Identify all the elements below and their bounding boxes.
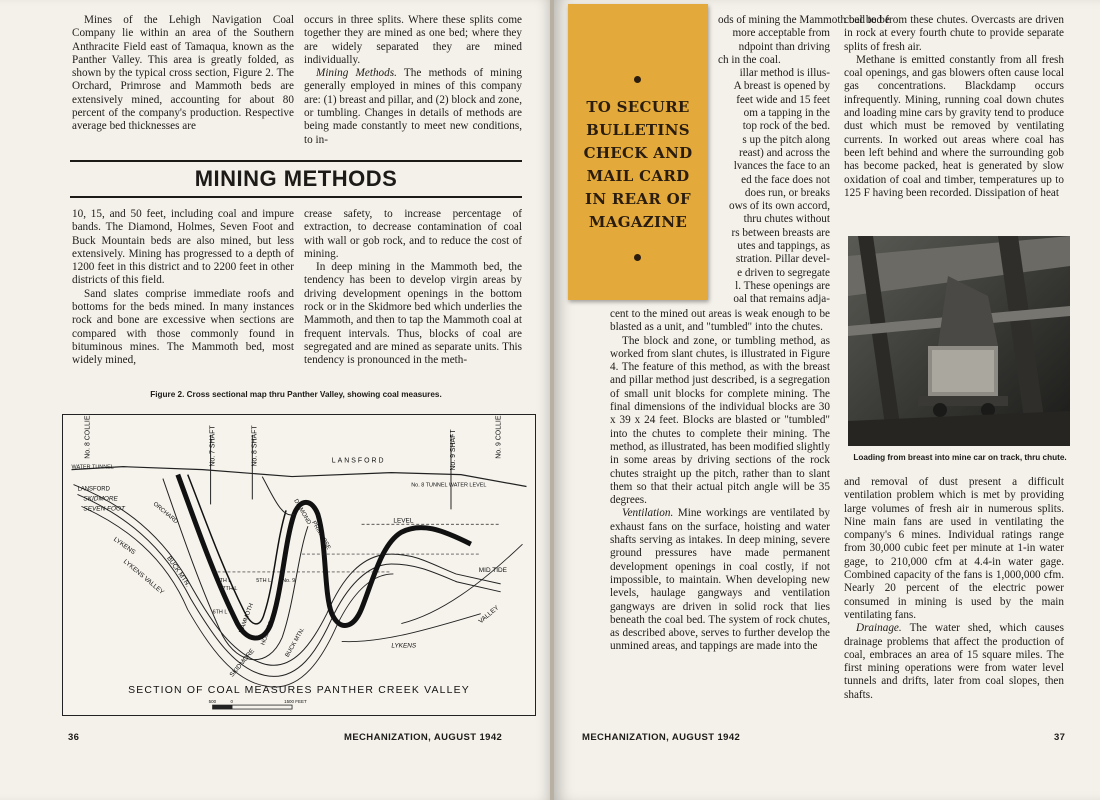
text-line: ed the face does not — [741, 173, 830, 186]
scale-label-left: 500 — [208, 699, 217, 705]
card-dot-icon — [634, 254, 641, 261]
label-water-tunnel: WATER TUNNEL — [71, 464, 114, 471]
card-line: IN REAR OF — [585, 190, 691, 208]
label-6th-l-b: 6TH L — [212, 609, 228, 616]
card-line: CHECK AND — [583, 144, 693, 162]
paragraph: occurs in three splits. Where these splits come together they are mined as one bed; where they are widely separated they are mined individually. — [304, 14, 522, 66]
paragraph — [610, 507, 830, 653]
label-5th-l: 5TH L — [256, 577, 272, 584]
text-line: lvances the face to an — [733, 160, 830, 173]
paragraph-text: The water shed, which causes drainage problems that affect the production of coal, embraces an area of 15 square miles. The first mining operations were from water level tunnels and drifts, later from coal slopes, then shafts. — [844, 622, 1064, 701]
text-line: ods of mining the Mammoth bed to be — [718, 14, 890, 26]
card-dot-icon — [634, 76, 641, 83]
mine-photo — [848, 236, 1070, 446]
label-shaft-7: No. 7 SHAFT — [209, 425, 217, 467]
text-line: ndpoint than driving — [738, 40, 830, 53]
paragraph: Mines of the Lehigh Navigation Coal Company lie within an area of the Southern Anthracite Field east of Tamaqua, known as the Panther Valley. This area is greatly folded, as shown by the typical cross section, Figure 2. The Orchard, Primrose and Mammoth beds are extensively mined, accounting for about 80 percent of the company's production. Respective average bed thicknesses are — [72, 14, 294, 133]
text-line: stration. Pillar devel- — [735, 253, 830, 266]
photo-caption: Loading from breast into mine car on track, thru chute. — [853, 453, 1067, 462]
right-col1-body — [610, 308, 830, 654]
section-headline: MINING METHODS — [70, 160, 522, 198]
text-line: e driven to segregate — [737, 266, 830, 279]
left-page-number: 36 — [68, 732, 80, 743]
label-lykens: LYKENS — [112, 536, 137, 557]
paragraph-text: The methods of mining generally employed in mines of this company are: (1) breast and pillar, and (2) block and zone, or tumbling. Changes in details of methods are being made constantly to meet new conditions, to in- — [304, 67, 522, 146]
card-line: MAGAZINE — [588, 213, 688, 231]
label-mammoth: MAMMOTH — [238, 602, 256, 635]
paragraph: crease safety, to increase percentage of extraction, to decrease contamination of coal with wall or gob rock, and to reduce the cost of mining. — [304, 208, 522, 260]
text-line: ows of its own accord, — [729, 200, 830, 213]
scale-label-mid: 0 — [230, 699, 233, 705]
left-col2-bottom — [304, 208, 522, 368]
card-line: MAIL CARD — [586, 167, 690, 185]
label-7th-l: 7TH L — [222, 585, 238, 592]
paragraph: The block and zone, or tumbling method, as worked from slant chutes, is illustrated in Figure 4. The feature of this method, as with the breast and pillar method just described, is a segregation of small unit blocks for complete mining. The final dimensions of the individual blocks are 30 x 39 x 24 feet. Blocks are blasted or "tumbled" into the chutes to complete their mining. The method, as illustrated, has been modified slightly in some areas by driving sections of the rock chutes straight up the pitch, rather than to slant them so that their actual pitch angle will be 35 degrees. — [610, 334, 830, 507]
mine-photo-image — [848, 236, 1070, 446]
section-label: Mining Methods. — [316, 67, 397, 80]
section-label: Ventilation. — [622, 507, 674, 520]
text-line: oal that remains adja- — [733, 293, 830, 306]
text-line: l. These openings are — [735, 279, 830, 292]
label-buck-mtn-2: BUCK MTN. — [284, 627, 307, 659]
cross-section-figure — [62, 414, 536, 716]
label-mid-tide: MID TIDE — [478, 566, 507, 574]
card-line: BULLETINS — [586, 121, 690, 139]
cross-section-diagram — [63, 415, 535, 715]
text-line: rs between breasts are — [731, 226, 830, 239]
paragraph — [304, 67, 522, 147]
text-line: s up the pitch along — [742, 133, 830, 146]
label-colliery-9: No. 9 COLLIERY — [495, 415, 503, 459]
label-shaft-8: No. 8 SHAFT — [251, 425, 259, 467]
label-holmes: HOLMES — [260, 620, 275, 647]
label-level: LEVEL — [393, 517, 414, 525]
text-line: more acceptable from — [732, 27, 830, 40]
paragraph: 10, 15, and 50 feet, including coal and impure bands. The Diamond, Holmes, Seven Foot and Buck Mountain beds are also mined, but less extensively. Mining has progressed to a depth of 1200 feet in this district and to 2200 feet in other districts of this field. — [72, 208, 294, 287]
right-page-number: 37 — [1054, 732, 1066, 743]
label-lykens-2: LYKENS — [391, 642, 417, 650]
text-line: does run, or breaks — [744, 186, 830, 199]
paragraph: In deep mining in the Mammoth bed, the tendency has been to develop virgin areas by driving development openings in the bottom rock or in the Skidmore bed which underlies the Mammoth, and then to tap the Mammoth coal at frequent intervals. Thus, blocks of coal are segregated and are mined as separate units. This tendency is pronounced in the meth- — [304, 261, 522, 367]
scale-label-right: 1500 FEET — [284, 699, 307, 705]
figure-caption: Figure 2. Cross sectional map thru Panther Valley, showing coal measures. — [150, 390, 442, 399]
scale-bar-segment — [213, 705, 233, 709]
label-tunnel: No. 8 TUNNEL WATER LEVEL — [411, 482, 487, 489]
text-line: top rock of the bed. — [742, 120, 830, 133]
bed-line — [342, 614, 481, 642]
section-label: Drainage. — [856, 622, 902, 635]
text-line: utes and tappings, as — [737, 240, 830, 253]
bulletin-mail-card[interactable] — [568, 4, 708, 300]
text-line: thru chutes without — [743, 213, 830, 226]
label-orchard: ORCHARD — [151, 501, 179, 526]
text-line: illar method is illus- — [739, 67, 830, 80]
label-primrose: PRIMROSE — [310, 520, 332, 551]
label-seven-foot: SEVEN FOOT — [83, 505, 125, 513]
text-line: om a tapping in the — [743, 107, 830, 120]
paragraph: and removal of dust present a difficult ventilation problem which is met by providing large volumes of fresh air in numerous splits. Nine main fans are used in ventilating the company's 6 mines. Individual ratings range from 30,000 cubic feet per minute at 1-in water gage, to 210,000 cfm at 4.4-in water gage. Combined capacity of the fans is 1,000,000 cfm. Nearly 20 percent of the electric power consumed in mining is used by the main ventilating fans. — [844, 476, 1064, 621]
card-text — [576, 96, 700, 234]
right-col2-bottom — [844, 476, 1064, 702]
right-col1-fragments — [718, 14, 890, 307]
card-line: TO SECURE — [586, 98, 690, 116]
bed-line — [163, 479, 308, 660]
label-skidmore-2: SKIDMORE — [228, 647, 257, 679]
left-col1-top — [72, 14, 294, 134]
paragraph-text: Mine workings are ventilated by exhaust fans on the surface, hoisting and water shafts serving as intakes. In deep mining, severe ground pressures have made permanent development openings in coal costly, if not impossible, to maintain. When developing new levels, haulage gangways and ventilation gangways are driven in solid rock that lies beneath the coal bed. The system of rock chutes, as described above, serves to further develop the unmined areas, and tappings are made into the — [610, 507, 830, 653]
paragraph — [844, 622, 1064, 702]
left-col2-top — [304, 14, 522, 147]
label-buck-mtn: BUCK MTN. — [165, 555, 192, 589]
left-col1-bottom — [72, 208, 294, 368]
label-6th-l: 6TH L — [216, 577, 232, 584]
bed-line — [401, 544, 522, 626]
label-shaft-9: No. 9 SHAFT — [449, 429, 457, 471]
label-lykens-valley: LYKENS VALLEY — [121, 558, 166, 597]
text-line: feet wide and 15 feet — [736, 93, 830, 106]
paragraph: coal bed from these chutes. Overcasts are driven in rock at every fourth chute to provide separate splits of fresh air. — [844, 14, 1064, 53]
bed-line — [188, 475, 286, 624]
bed-line — [262, 477, 294, 515]
right-col2-top — [844, 14, 1064, 200]
label-skidmore: SKIDMORE — [83, 495, 118, 503]
label-lansford-2: LANSFORD — [77, 486, 110, 493]
text-line: reast) and across the — [738, 146, 830, 159]
paragraph: Methane is emitted constantly from all fresh coal openings, and gas blowers often cause local gas concentrations. Blackdamp occurs infrequently. Mining, running coal down chutes and loading mine cars by gravity tend to produce dust which must be removed by ventilating currents. In worked out areas where coal has been left behind and where the surrounding gob has become packed, heat is generated by slow oxidation of coal and timber, temperatures up to 125 F having been recorded. Dissipation of heat — [844, 53, 1064, 199]
figure-title: SECTION OF COAL MEASURES PANTHER CREEK VALLEY — [128, 685, 470, 697]
label-no9: No. 9 — [282, 577, 296, 584]
text-line: ch in the coal. — [718, 53, 781, 66]
paragraph: Sand slates comprise immediate roofs and bottoms for the beds mined. In many instances rock and bone are excessive when sections are compared with those commonly found in bituminous mines. The Mammoth bed, most widely mined, — [72, 287, 294, 367]
label-lansford: LANSFORD — [331, 457, 386, 465]
text-line: A breast is opened by — [733, 80, 830, 93]
paragraph: cent to the mined out areas is weak enough to be blasted as a unit, and "tumbled" into the chutes. — [610, 308, 830, 334]
label-valley: VALLEY — [477, 604, 501, 626]
right-footer-title: MECHANIZATION, AUGUST 1942 — [582, 732, 741, 743]
label-colliery-8: No. 8 COLLIERY — [84, 415, 92, 459]
label-diamond: DIAMOND — [292, 498, 312, 526]
left-footer-title: MECHANIZATION, AUGUST 1942 — [344, 732, 503, 743]
